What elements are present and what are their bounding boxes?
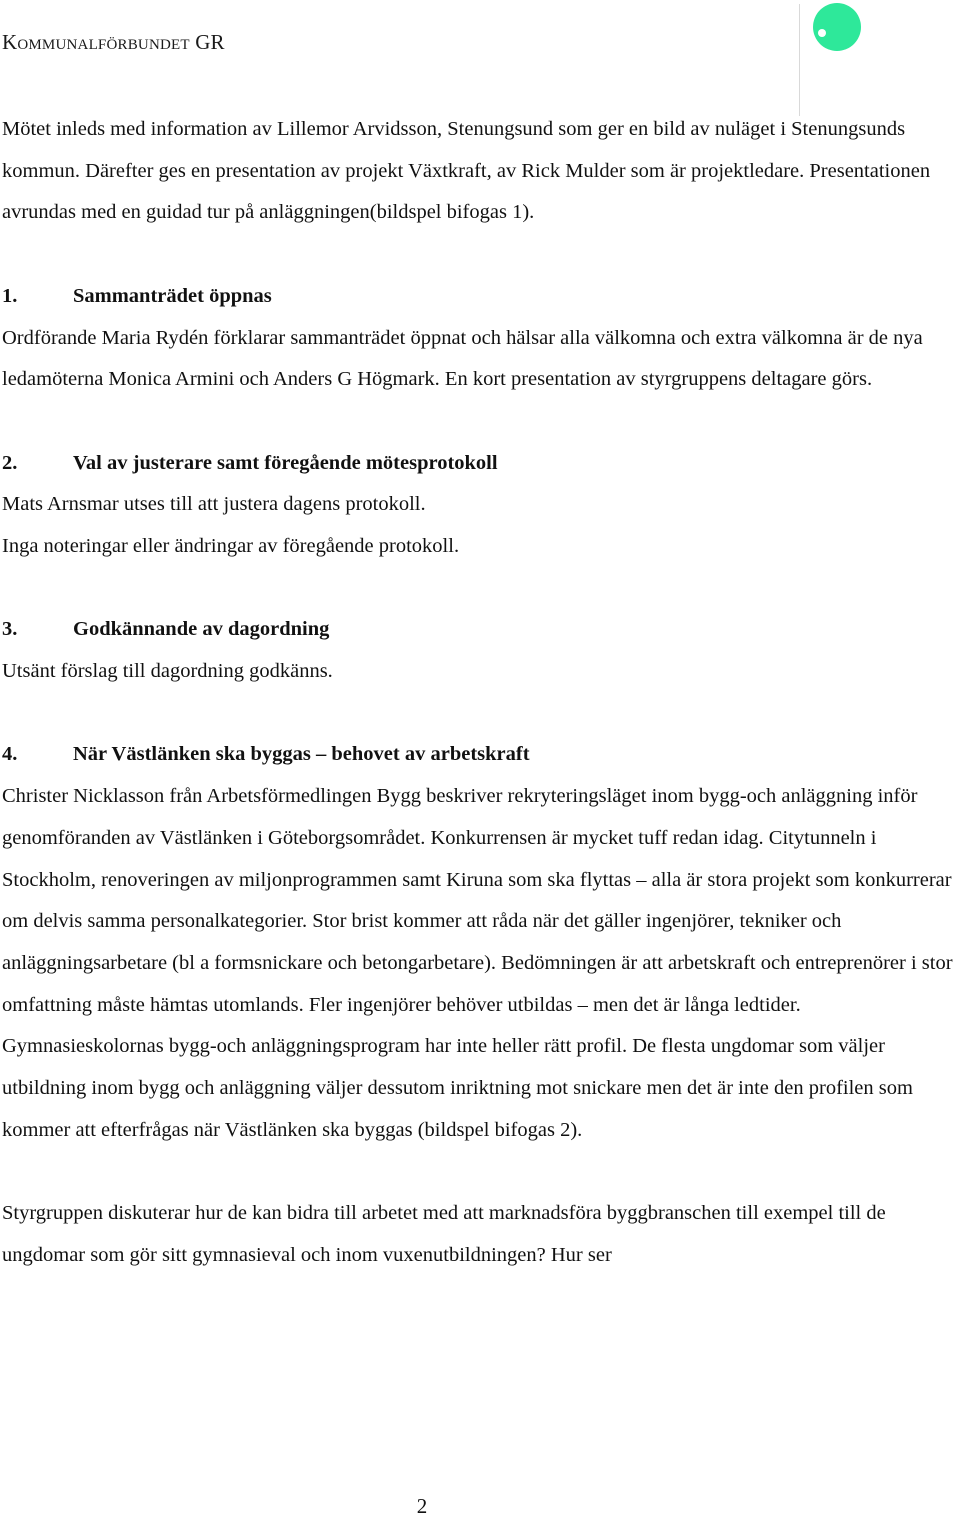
section-title: När Västlänken ska byggas – behovet av arbetskraft bbox=[73, 743, 530, 766]
section-title: Val av justerare samt föregående mötesprotokoll bbox=[73, 451, 498, 474]
section-title: Sammanträdet öppnas bbox=[73, 284, 272, 307]
section-number: 4. bbox=[2, 743, 18, 766]
document-body bbox=[2, 109, 957, 1277]
section-heading bbox=[2, 609, 957, 651]
section-paragraph: Utsänt förslag till dagordning godkänns. bbox=[2, 660, 333, 683]
section-title: Godkännande av dagordning bbox=[73, 618, 330, 641]
section-paragraph: Gymnasieskolornas bygg-och anläggningsprogram har inte heller rätt profil. De flesta ungdomar som väljer utbildning inom bygg och anläggning väljer dessutom inriktning mot snickare men det är inte den profilen som kommer att efterfrågas när Västlänken ska byggas (bildspel bifogas 2). bbox=[2, 1035, 913, 1141]
green-dot-logo-icon bbox=[810, 3, 862, 51]
section-paragraph: Ordförande Maria Rydén förklarar sammanträdet öppnat och hälsar alla välkomna och extra välkomna är de nya ledamöterna Monica Armini och Anders G Högmark. En kort presentation av styrgruppens deltagare görs. bbox=[2, 326, 923, 391]
section-number: 3. bbox=[2, 618, 18, 641]
page-number: 2 bbox=[416, 1494, 428, 1518]
section-heading bbox=[2, 276, 957, 318]
header-divider bbox=[799, 4, 800, 116]
section-paragraph: Christer Nicklasson från Arbetsförmedlingen Bygg beskriver rekryteringsläget inom bygg-och anläggning inför genomföranden av Västlänken i Göteborgsområdet. Konkurrensen är mycket tuff redan idag. Citytunneln i Stockholm, renoveringen av miljonprogrammen samt Kiruna som ska flyttas – alla är stora projekt som konkurrerar om delvis samma personalkategorier. Stor brist kommer att råda när det gäller ingenjörer, tekniker och anläggningsarbetare (bl a formsnickare och betongarbetare). Bedömningen är att arbetskraft och entreprenörer i stor omfattning måste hämtas utomlands. Fler ingenjörer behöver utbildas – men det är långa ledtider. bbox=[2, 785, 953, 1016]
section-paragraph: Inga noteringar eller ändringar av föregående protokoll. bbox=[2, 535, 460, 557]
section-number: 2. bbox=[2, 451, 18, 474]
section-heading bbox=[2, 734, 957, 776]
organization-name: Kommunalförbundet GR bbox=[2, 30, 225, 54]
closing-paragraph: Styrgruppen diskuterar hur de kan bidra till arbetet med att marknadsföra byggbranschen till exempel till de ungdomar som gör sitt gymnasieval och inom vuxenutbildningen? Hur ser bbox=[2, 1202, 886, 1266]
section-number: 1. bbox=[2, 284, 18, 307]
section-paragraph: Mats Arnsmar utses till att justera dagens protokoll. bbox=[2, 493, 426, 516]
section-heading bbox=[2, 443, 957, 485]
intro-paragraph: Mötet inleds med information av Lillemor Arvidsson, Stenungsund som ger en bild av nuläget i Stenungsunds kommun. Därefter ges en presentation av projekt Växtkraft, av Rick Mulder som är projektledare. Presentationen avrundas med en guidad tur på anläggningen(bildspel bifogas 1). bbox=[2, 118, 931, 224]
